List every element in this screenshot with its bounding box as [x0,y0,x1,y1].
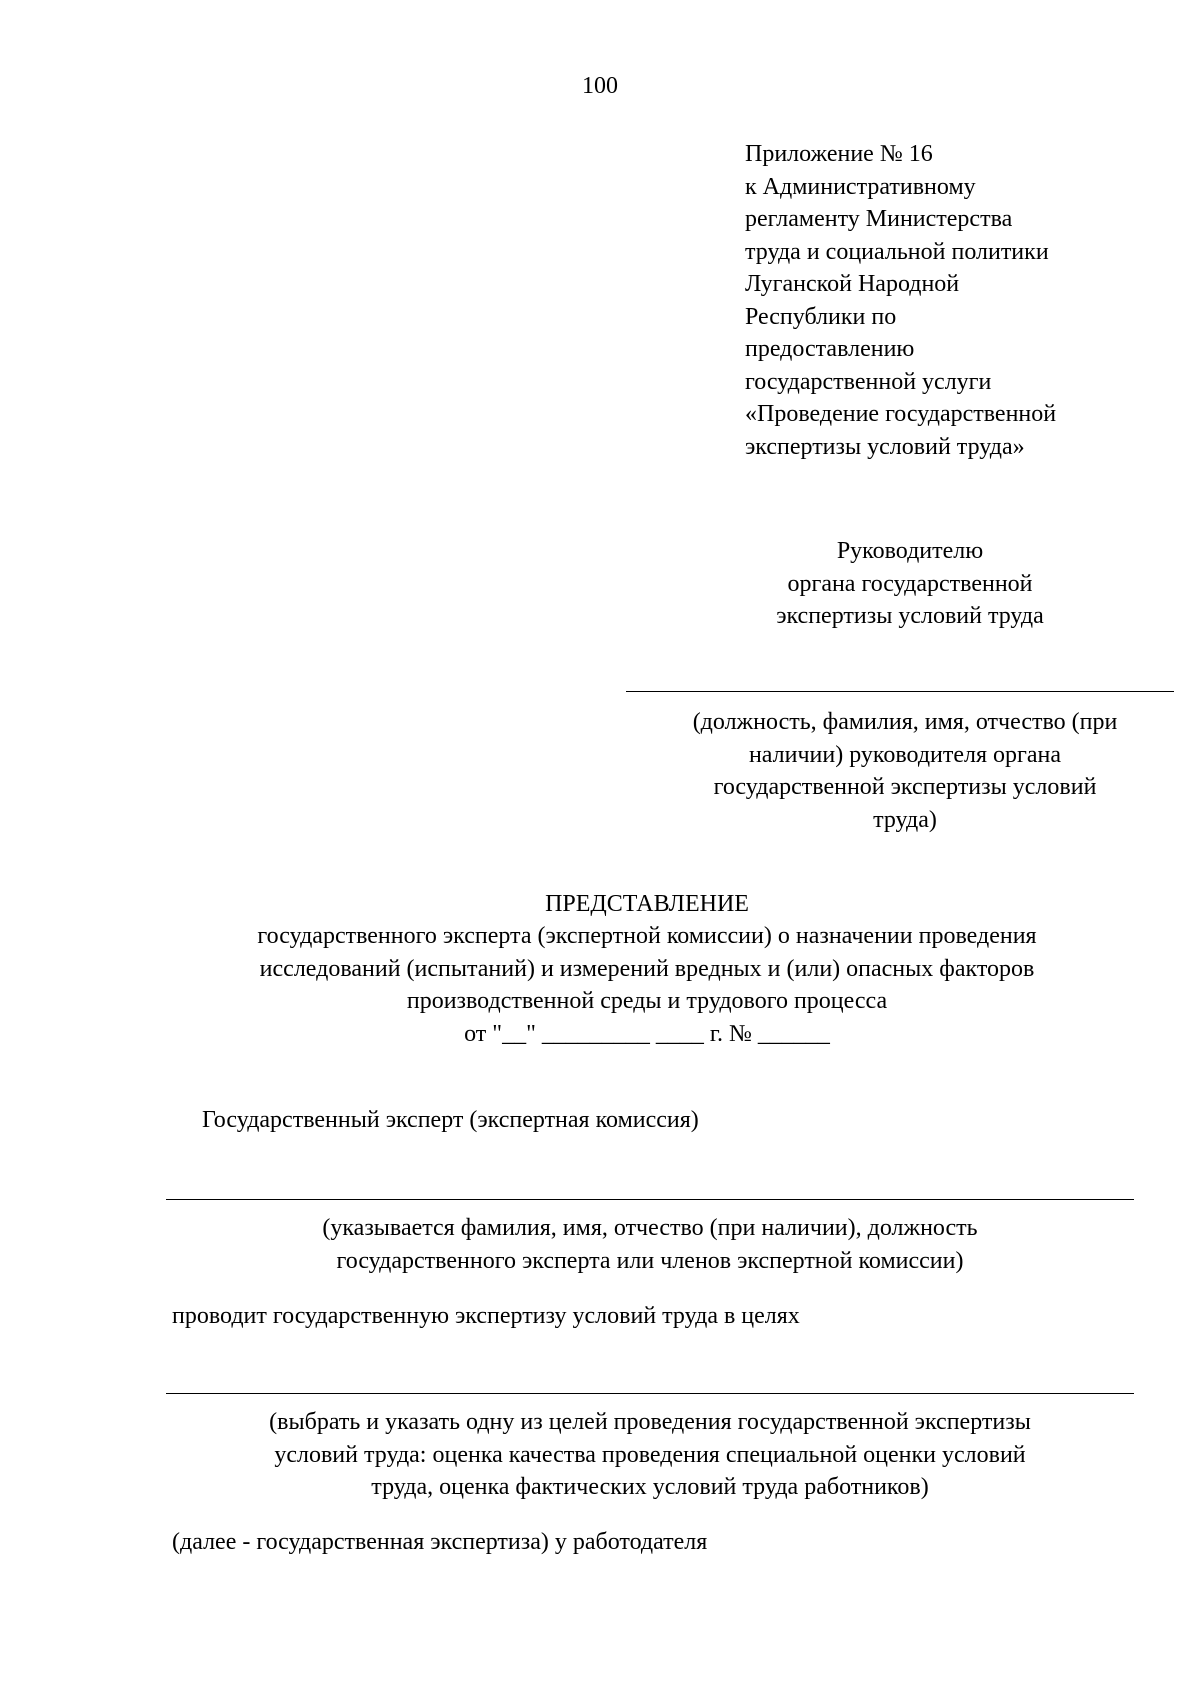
expert-label: Государственный эксперт (экспертная комиссия) [202,1107,699,1133]
expert-fill-line[interactable] [166,1199,1134,1200]
appendix-line: государственной услуги [745,368,992,395]
purpose-caption-line: труда, оценка фактических условий труда работников) [371,1474,929,1500]
purpose-caption-line: условий труда: оценка качества проведения специальной оценки условий [274,1441,1026,1468]
appendix-line: «Проведение государственной [745,401,1057,427]
addressee-line: органа государственной [787,570,1033,597]
addressee-caption [640,706,1170,836]
addressee-line: экспертизы условий труда [776,603,1044,629]
subtitle-line: государственного эксперта (экспертной комиссии) о назначении проведения [257,923,1037,949]
document-title: ПРЕДСТАВЛЕНИЕ [545,891,749,917]
appendix-line: труда и социальной политики [745,238,1049,265]
document-date-line: от "__" _________ ____ г. № ______ [464,1021,830,1047]
addressee-caption-line: (должность, фамилия, имя, отчество (при [692,709,1118,735]
addressee-line: Руководителю [836,538,984,564]
expert-caption-line: (указывается фамилия, имя, отчество (при наличии), должность [322,1215,978,1241]
subtitle-line: производственной среды и трудового процесса [406,988,888,1014]
appendix-line: регламенту Министерства [745,206,1013,232]
appendix-line: предоставлению [745,336,915,362]
document-subtitle [100,920,1194,1018]
expert-caption-line: государственного эксперта или членов экспертной комиссии) [336,1247,964,1274]
purpose-caption-line: (выбрать и указать одну из целей проведения государственной экспертизы [269,1409,1031,1435]
subtitle-line: исследований (испытаний) и измерений вредных и (или) опасных факторов [259,955,1035,982]
addressee-caption-line: труда) [873,806,937,833]
purpose-caption [166,1406,1134,1504]
further-label: (далее - государственная экспертиза) у работодателя [172,1529,708,1555]
purpose-fill-line[interactable] [166,1393,1134,1394]
appendix-header [745,138,1175,463]
addressee-caption-line: государственной экспертизы условий [713,774,1097,800]
addressee-fill-line[interactable] [626,691,1174,692]
addressee-caption-line: наличии) руководителя органа [748,741,1062,768]
appendix-line: Республики по [745,303,897,330]
appendix-line: экспертизы условий труда» [745,433,1025,460]
addressee [740,535,1080,633]
appendix-line: к Административному [745,173,976,200]
page-number: 100 [582,73,618,99]
appendix-line: Луганской Народной [745,271,960,297]
appendix-line: Приложение № 16 [745,141,933,167]
purpose-label: проводит государственную экспертизу условий труда в целях [172,1303,800,1329]
expert-caption [166,1212,1134,1277]
